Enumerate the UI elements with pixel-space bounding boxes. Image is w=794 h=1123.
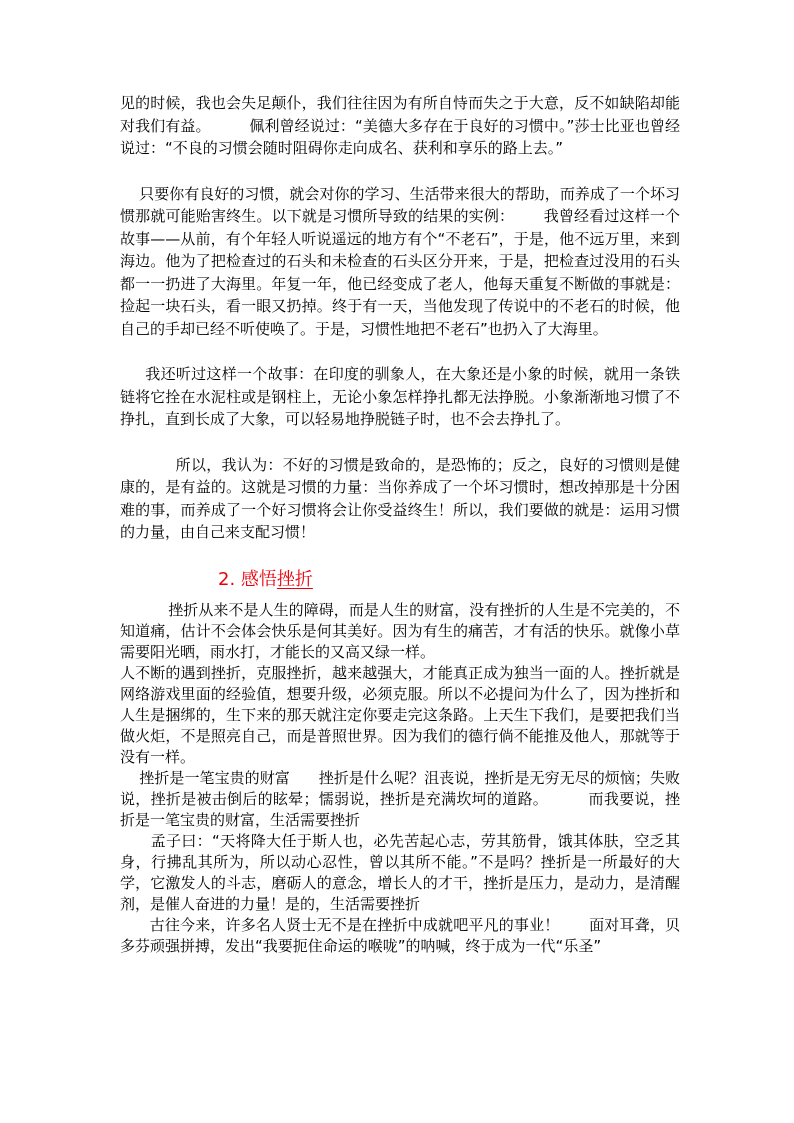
paragraph-setback-intro: 挫折从来不是人生的障碍，而是人生的财富，没有挫折的人生是不完美的，不知道痛，估计不会体会快乐是何其美好。因为有生的痛苦，才有活的快乐。就像小草需要阳光晒，雨水打，才能长的又高又绿一样。 [120, 600, 680, 661]
paragraph-setback-beethoven: 古往今来，许多名人贤士无不是在挫折中成就吧平凡的事业！ 面对耳聋，贝多芬顽强拼搏，发出“我要扼住命运的喉咙”的呐喊，终于成为一代“乐圣” [120, 915, 680, 955]
paragraph-habit-conclusion: 所以，我认为：不好的习惯是致命的，是恐怖的；反之，良好的习惯则是健康的，是有益的。这就是习惯的力量：当你养成了一个坏习惯时，想改掉那是十分困难的事，而养成了一个好习惯将会让你受益终生！所以，我们要做的就是：运用习惯的力量，由自己来支配习惯！ [120, 455, 680, 541]
paragraph-setback-growth: 人不断的遇到挫折，克服挫折，越来越强大，才能真正成为独当一面的人。挫折就是网络游戏里面的经验值，想要升级，必须克服。所以不必提问为什么了，因为挫折和人生是捆绑的，生下来的那天就注定你要走完这条路。上天生下我们，是要把我们当做火炬，不是照亮自己，而是普照世界。因为我们的德行倘不能推及他人，那就等于没有一样。 [120, 663, 680, 766]
paragraph-habit-story-stone: 只要你有良好的习惯，就会对你的学习、生活带来很大的帮助，而养成了一个坏习惯那就可能贻害终生。以下就是习惯所导致的结果的实例： 我曾经看过这样一个故事——从前，有个年轻人听说遥远的地方有个“不老石”，于是，他不远万里，来到海边。他为了把检查过的石头和未检查的石头区分开来，于是，把检查过没用的石头都一一扔进了大海里。年复一年，他已经变成了老人，他每天重复不断做的事就是：捡起一块石头，看一眼又扔掉。终于有一天，当他发现了传说中的不老石的时候，他自己的手却已经不听使唤了。于是，习惯性地把不老石”也扔入了大海里。 [120, 184, 680, 338]
section-heading [218, 568, 680, 592]
paragraph-habit-quotes: 见的时候，我也会失足颠仆，我们往往因为有所自恃而失之于大意，反不如缺陷却能对我们有益。 佩利曾经说过：“美德大多存在于良好的习惯中。”莎士比亚也曾经说过：“不良的习惯会随时阻碍你走向成名、获利和享乐的路上去。” [120, 94, 680, 157]
paragraph-setback-treasure: 挫折是一笔宝贵的财富 挫折是什么呢？沮丧说，挫折是无穷无尽的烦恼；失败说，挫折是被击倒后的眩晕；懦弱说，挫折是充满坎坷的道路。 而我要说，挫折是一笔宝贵的财富，生活需要挫折 [120, 768, 680, 829]
heading-number: 2. [218, 568, 236, 590]
document-page [120, 92, 680, 957]
paragraph-setback-mencius: 孟子曰：“天将降大任于斯人也，必先苦起心志，劳其筋骨，饿其体肤，空乏其身，行拂乱其所为，所以动心忍性，曾以其所不能。”不是吗？挫折是一所最好的大学，它激发人的斗志，磨砺人的意念，增长人的才干，挫折是压力，是动力，是清醒剂，是催人奋进的力量！是的，生活需要挫折 [120, 831, 680, 913]
heading-word-1: 感悟 [240, 568, 277, 590]
heading-word-2: 挫折 [276, 568, 313, 590]
paragraph-habit-story-elephant: 我还听过这样一个故事：在印度的驯象人，在大象还是小象的时候，就用一条铁链将它拴在水泥柱或是钢柱上，无论小象怎样挣扎都无法挣脱。小象渐渐地习惯了不挣扎，直到长成了大象，可以轻易地挣脱链子时，也不会去挣扎了。 [120, 365, 680, 428]
